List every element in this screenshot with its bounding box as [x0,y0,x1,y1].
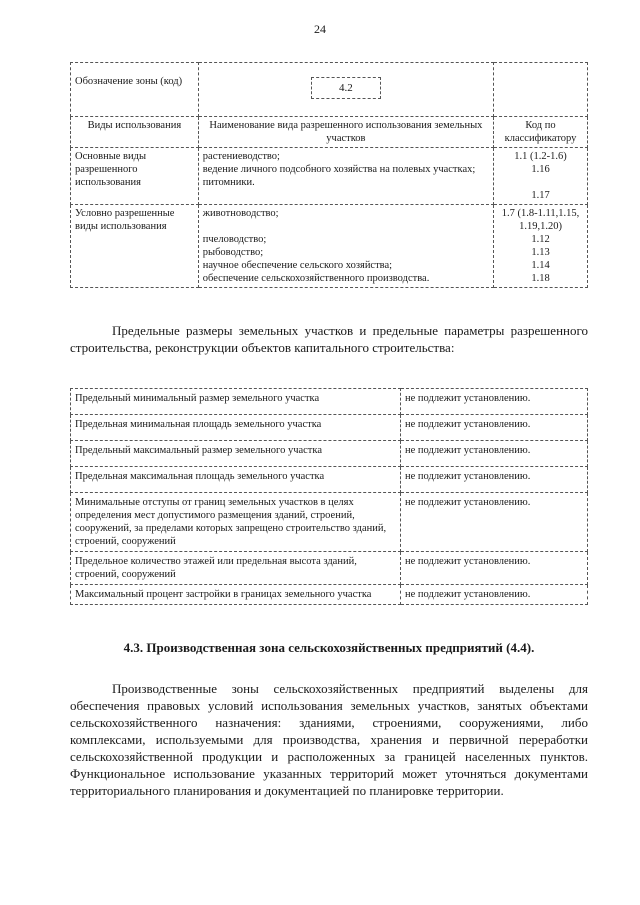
table-row [71,467,588,493]
row-kind: Основные виды разрешенного использования [71,148,199,205]
zone-code: 4.2 [311,77,381,99]
limit-label: Предельный минимальный размер земельного участка [71,389,401,415]
list-item [203,220,489,233]
list-item: растениеводство; [202,151,280,162]
page-number: 24 [314,22,326,36]
header-name: Наименование вида разрешенного использования земельных участков [198,117,493,148]
limit-label: Предельная максимальная площадь земельного участка [71,467,401,493]
list-item: 1.13 [531,247,550,258]
limit-label: Минимальные отступы от границ земельных участков в целях определения мест допустимого размещения зданий, строений, сооружений, за пределами которых запрещено строительство зданий, строений, сооружений [71,493,401,552]
table-row [71,552,588,585]
list-item: рыбоводство; [202,247,264,258]
limit-label: Предельная минимальная площадь земельного участка [71,415,401,441]
list-item: питомники. [202,177,255,188]
list-item: 1.17 [531,190,550,201]
row-kind: Условно разрешенные виды использования [71,205,199,288]
list-item: 1.19,1.20) [519,221,562,232]
list-item: 1.18 [531,273,550,284]
limit-value: не подлежит установлению. [401,552,588,585]
list-item [498,176,583,189]
list-item: обеспечение сельскохозяйственного производства. [202,273,430,284]
zone-code-cell [198,63,493,117]
list-item: научное обеспечение сельского хозяйства; [202,260,393,271]
list-item: ведение личного подсобного хозяйства на полевых участках; [202,164,476,175]
list-item: 1.16 [531,164,550,175]
row-names [198,148,493,205]
table-row [71,585,588,605]
row-codes [494,205,588,288]
limit-value: не подлежит установлению. [401,493,588,552]
list-item: животноводство; [202,208,279,219]
row-codes [494,148,588,205]
section-body: Производственные зоны сельскохозяйственных предприятий выделены для обеспечения правовых условий использования земельных участков, занятых объектами сельскохозяйственного назначения: зданиями, строениями, сооружениями, либо комплексами, используемыми для производства, хранения и первичной переработки сельскохозяйственной продукции и расположенных за границей населенных пунктов. Функциональное использование указанных территорий может уточняться документами территориального планирования и документацией по планировке территории. [70,681,588,798]
list-item: 1.14 [531,260,550,271]
table-row [71,415,588,441]
zone-code-empty [494,63,588,117]
limit-label: Максимальный процент застройки в границах земельного участка [71,585,401,605]
header-kinds: Виды использования [71,117,199,148]
table-row [71,205,588,288]
table-row [71,148,588,205]
limit-label: Предельное количество этажей или предельная высота зданий, строений, сооружений [71,552,401,585]
table-row [71,389,588,415]
table-row [71,441,588,467]
limit-value: не подлежит установлению. [401,585,588,605]
limits-table [70,388,588,605]
list-item: пчеловодство; [202,234,267,245]
limit-value: не подлежит установлению. [401,415,588,441]
row-names [198,205,493,288]
limit-value: не подлежит установлению. [401,441,588,467]
limits-intro: Предельные размеры земельных участков и предельные параметры разрешенного строительства, реконструкции объектов капитального строительства: [70,323,588,355]
limit-label: Предельный максимальный размер земельного участка [71,441,401,467]
list-item: 1.12 [531,234,550,245]
section-heading: 4.3. Производственная зона сельскохозяйственных предприятий (4.4). [123,640,535,655]
list-item: 1.1 (1.2-1.6) [514,151,567,162]
table-row [71,493,588,552]
zone-label: Обозначение зоны (код) [71,63,199,117]
limit-value: не подлежит установлению. [401,467,588,493]
limit-value: не подлежит установлению. [401,389,588,415]
header-code: Код по классификатору [494,117,588,148]
zone-table [70,62,588,288]
zone-code-row [71,63,588,117]
list-item: 1.7 (1.8-1.11,1.15, [501,208,580,219]
zone-header-row [71,117,588,148]
